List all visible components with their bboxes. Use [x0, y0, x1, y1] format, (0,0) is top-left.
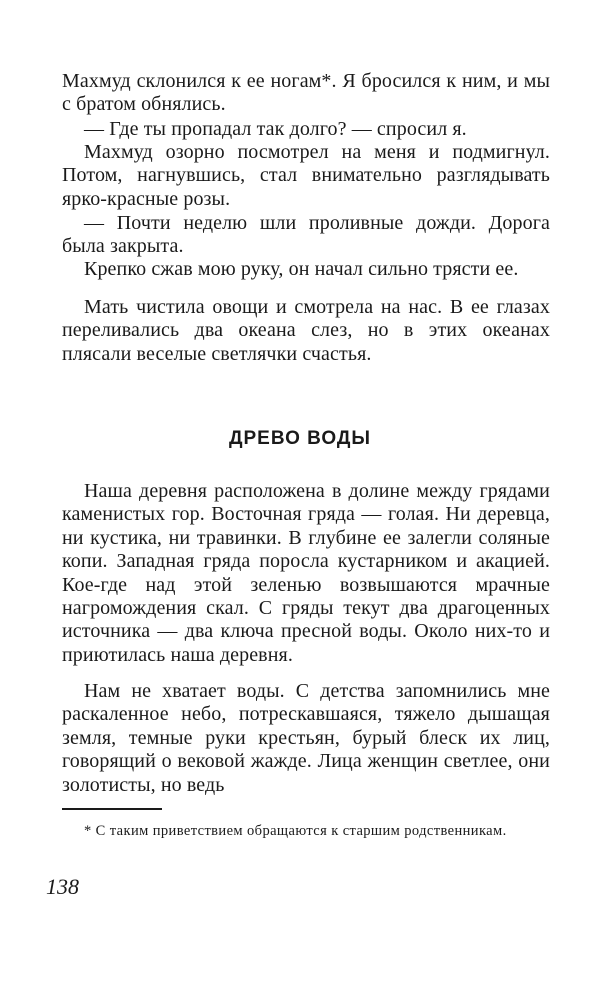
paragraph-where-were-you: — Где ты пропадал так долго? — спросил я. [84, 118, 467, 140]
paragraph-mahmud-bowed: Махмуд склонился к ее ногам*. Я бросился к ним, и мы с братом обнялись. [62, 70, 550, 116]
paragraph-rains: — Почти неделю шли проливные дожди. Дорога была закрыта. [62, 212, 550, 258]
paragraph-mother: Мать чистила овощи и смотрела на нас. В ее глазах переливались два океана слез, но в этих океанах плясали веселые светлячки счастья. [62, 296, 550, 365]
page-number: 138 [46, 874, 79, 899]
paragraph-village: Наша деревня расположена в долине между грядами каменистых гор. Восточная гряда — голая. Ни деревца, ни кустика, ни травинки. В глубине ее залегли соляные копи. Западная гряда поросла кустарником и акацией. Кое-где над этой зеленью возвышаются мрачные нагромождения скал. С гряды текут два драгоценных источника — два ключа пресной воды. Около них-то и приютилась наша деревня. [62, 480, 550, 666]
section-title: ДРЕВО ВОДЫ [228, 428, 372, 449]
footnote-divider [62, 808, 162, 810]
footnote: * С таким приветствием обращаются к старшим родственникам. [84, 823, 507, 839]
paragraph-mahmud-winked: Махмуд озорно посмотрел на меня и подмигнул. Потом, нагнувшись, стал внимательно разглядывать ярко-красные розы. [62, 141, 550, 210]
paragraph-shook-hand: Крепко сжав мою руку, он начал сильно трясти ее. [84, 258, 519, 280]
paragraph-lack-of-water: Нам не хватает воды. С детства запомнились мне раскаленное небо, потрескавшаяся, тяжело дышащая земля, темные руки крестьян, бурый блеск их лиц, говорящий о вековой жажде. Лица женщин светлее, они золотисты, но ведь [62, 680, 550, 796]
